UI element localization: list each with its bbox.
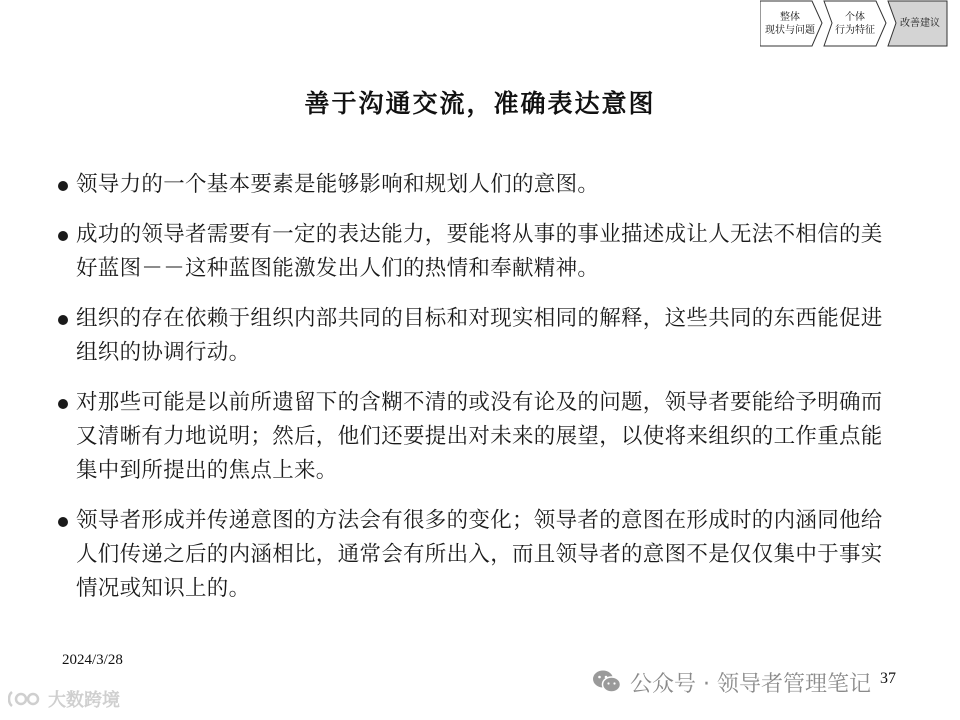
page-number: 37 (880, 670, 896, 687)
nav-tab-individual[interactable]: 个体 行为特征 (835, 11, 875, 36)
watermark (8, 686, 120, 712)
wechat-account-name: 公众号 · 领导者管理笔记 (630, 671, 871, 697)
bullet-dot-icon (58, 517, 68, 527)
bullet-dot-icon (58, 181, 68, 191)
bullet-list (58, 168, 903, 622)
bullet-item (58, 218, 903, 286)
bullet-text: 组织的存在依赖于组织内部共同的目标和对现实相同的解释，这些共同的东西能促进组织的协调行动。 (76, 306, 883, 365)
watermark-logo-icon (8, 689, 44, 709)
bullet-text: 领导者形成并传递意图的方法会有很多的变化；领导者的意图在形成时的内涵同他给人们传递之后的内涵相比，通常会有所出入，而且领导者的意图不是仅仅集中于事实情况或知识上的。 (76, 508, 883, 601)
bullet-text: 成功的领导者需要有一定的表达能力，要能将从事的事业描述成让人无法不相信的美好蓝图－－这种蓝图能激发出人们的热情和奉献精神。 (76, 222, 883, 281)
slide-title: 善于沟通交流，准确表达意图 (304, 89, 656, 118)
bullet-text: 领导力的一个基本要素是能够影响和规划人们的意图。 (76, 172, 600, 197)
bullet-dot-icon (58, 399, 68, 409)
nav-tab-overall[interactable]: 整体 现状与问题 (765, 11, 815, 36)
wechat-account (592, 666, 871, 698)
bullet-item (58, 386, 903, 488)
bullet-item (58, 504, 903, 606)
bullet-item (58, 168, 903, 202)
nav-tab-suggestions[interactable]: 改善建议 (900, 18, 940, 29)
bullet-dot-icon (58, 315, 68, 325)
slide-date: 2024/3/28 (62, 652, 123, 668)
bullet-text: 对那些可能是以前所遗留下的含糊不清的或没有论及的问题，领导者要能给予明确而又清晰有力地说明；然后，他们还要提出对未来的展望，以使将来组织的工作重点能集中到所提出的焦点上来。 (76, 390, 883, 483)
bullet-item (58, 302, 903, 370)
wechat-icon (592, 669, 622, 695)
section-nav (760, 0, 948, 47)
watermark-text: 大数跨境 (48, 690, 120, 711)
bullet-dot-icon (58, 231, 68, 241)
